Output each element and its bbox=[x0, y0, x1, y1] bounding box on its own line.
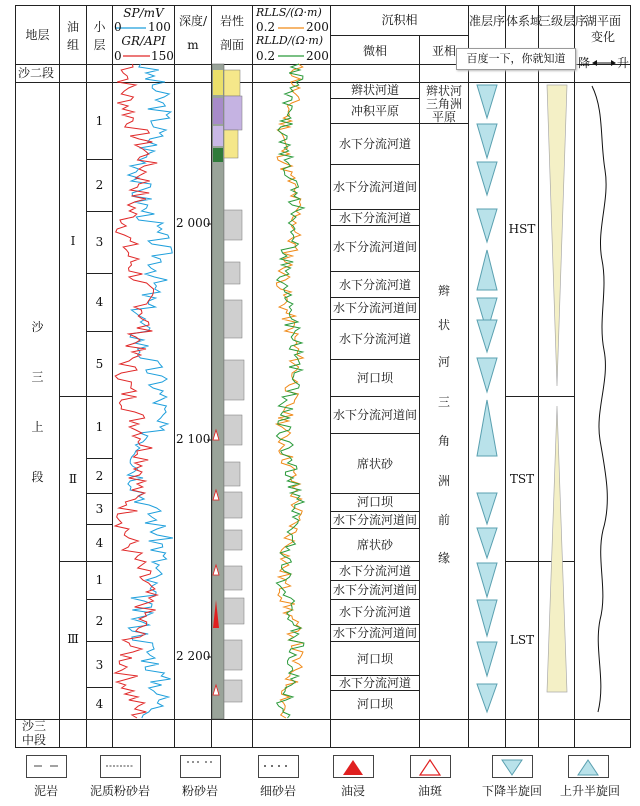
gr-range-min: 0 bbox=[114, 49, 122, 63]
oil-group-header-line2: 组 bbox=[66, 38, 79, 52]
subfacies-main-char: 缘 bbox=[437, 551, 450, 565]
sublayer-label: 4 bbox=[95, 536, 104, 550]
microfacies-cell: 水下分流河道 bbox=[338, 564, 411, 578]
falling-half-cycle-triangle bbox=[477, 600, 497, 636]
sp-range-max: 100 bbox=[148, 20, 171, 34]
legend-label-oil-immersion: 油浸 bbox=[340, 784, 365, 798]
sublayer-label: 5 bbox=[95, 357, 104, 371]
oil-group-3: Ⅲ bbox=[67, 632, 79, 646]
systems-tract-tst: TST bbox=[509, 472, 535, 486]
microfacies-cell: 水下分流河道间 bbox=[332, 513, 417, 527]
sublayer-header-line1: 小 bbox=[93, 20, 106, 34]
legend-label-siltstone: 粉砂岩 bbox=[181, 784, 218, 798]
subfacies-main-char: 辫 bbox=[437, 284, 450, 298]
legend-label-oil-spot: 油斑 bbox=[417, 784, 442, 798]
sublayer-label: 4 bbox=[95, 697, 104, 711]
microfacies-cell: 水下分流河道间 bbox=[332, 240, 417, 254]
rising-half-cycle-triangle bbox=[477, 400, 497, 456]
systems-tract-hst: HST bbox=[508, 222, 536, 236]
rlld-range-max: 200 bbox=[306, 49, 329, 63]
microfacies-cell: 河口坝 bbox=[356, 371, 393, 385]
sp-range-min: 0 bbox=[114, 20, 122, 34]
rising-half-cycle-triangle bbox=[477, 250, 497, 290]
sublayer-label: 2 bbox=[95, 469, 104, 483]
microfacies-cell: 水下分流河道间 bbox=[332, 626, 417, 640]
subfacies-top-line: 平原 bbox=[431, 110, 456, 124]
legend-label-argillaceous-siltstone: 泥质粉砂岩 bbox=[89, 784, 150, 798]
systems-tract-lst: LST bbox=[509, 633, 535, 647]
systems-tract-header: 体系域 bbox=[506, 14, 543, 28]
stratum-bottom-line1: 沙三 bbox=[22, 719, 47, 733]
microfacies-cell: 河口坝 bbox=[356, 652, 393, 666]
microfacies-cell: 河口坝 bbox=[356, 495, 393, 509]
depth-header-line2: m bbox=[187, 38, 199, 52]
legend-label-falling-half-cycle: 下降半旋回 bbox=[481, 784, 542, 798]
subfacies-main-char: 洲 bbox=[437, 474, 450, 488]
rlls-range-min: 0.2 bbox=[256, 20, 276, 34]
stratum-bottom-line2: 中段 bbox=[22, 733, 47, 747]
microfacies-cell: 水下分流河道 bbox=[338, 605, 411, 619]
microfacies-cell: 水下分流河道 bbox=[338, 676, 411, 690]
microfacies-cell: 水下分流河道间 bbox=[332, 180, 417, 194]
falling-half-cycle-triangle bbox=[477, 684, 497, 712]
gr-title: GR/API bbox=[121, 34, 166, 48]
sublayer-label: 2 bbox=[95, 614, 104, 628]
falling-half-cycle-triangle bbox=[477, 85, 497, 118]
microfacies-cell: 水下分流河道间 bbox=[332, 583, 417, 597]
depth-tick-label: 2 100 bbox=[176, 432, 211, 446]
sublayer-label: 3 bbox=[95, 502, 104, 516]
depth-tick-label: 2 200 bbox=[176, 649, 211, 663]
falling-half-cycle-triangle bbox=[477, 358, 497, 392]
subfacies-main-char: 角 bbox=[437, 434, 450, 448]
microfacies-cell: 河口坝 bbox=[356, 697, 393, 711]
sublayer-label: 1 bbox=[95, 420, 104, 434]
falling-half-cycle-triangle bbox=[477, 320, 497, 352]
microfacies-cell: 水下分流河道 bbox=[338, 211, 411, 225]
legend-label-rising-half-cycle: 上升半旋回 bbox=[559, 784, 620, 798]
lake-level-header-line1: 湖平面 bbox=[584, 14, 621, 28]
sublayer-header-line2: 层 bbox=[93, 38, 106, 52]
rlls-range-max: 200 bbox=[306, 20, 329, 34]
subfacies-main-char: 河 bbox=[437, 355, 450, 369]
rlls-title: RLLS/(Ω·m) bbox=[256, 6, 322, 19]
stratum-main-2: 三 bbox=[31, 370, 44, 384]
oil-group-1: Ⅰ bbox=[70, 234, 76, 248]
rlld-range-min: 0.2 bbox=[256, 49, 276, 63]
sublayer-label: 4 bbox=[95, 295, 104, 309]
gr-range-max: 150 bbox=[151, 49, 174, 63]
falling-half-cycle-triangle bbox=[477, 642, 497, 676]
microfacies-cell: 水下分流河道 bbox=[338, 137, 411, 151]
lake-level-header-line2: 变化 bbox=[590, 30, 615, 44]
sublayer-label: 1 bbox=[95, 114, 104, 128]
microfacies-cell: 冲积平原 bbox=[350, 104, 399, 118]
lake-level-fall: 降 bbox=[578, 56, 591, 70]
legend-label-mudstone: 泥岩 bbox=[33, 784, 58, 798]
rlld-title: RLLD/(Ω·m) bbox=[256, 34, 324, 47]
search-tooltip: 百度一下，你就知道 bbox=[456, 48, 576, 70]
falling-half-cycle-triangle bbox=[477, 209, 497, 242]
microfacies-cell: 席状砂 bbox=[356, 457, 393, 471]
subfacies-main-char: 状 bbox=[437, 318, 450, 332]
microfacies-cell: 水下分流河道 bbox=[338, 278, 411, 292]
lithology-header-line1: 岩性 bbox=[219, 14, 244, 28]
microfacies-header: 微相 bbox=[362, 44, 387, 58]
falling-half-cycle-triangle bbox=[477, 124, 497, 158]
third-order-header: 三级层序 bbox=[539, 14, 588, 28]
stratum-top-label: 沙二段 bbox=[18, 66, 55, 80]
falling-half-cycle-triangle bbox=[477, 563, 497, 597]
microfacies-cell: 席状砂 bbox=[356, 538, 393, 552]
sublayer-label: 1 bbox=[95, 573, 104, 587]
falling-half-cycle-triangle bbox=[477, 493, 497, 524]
microfacies-cell: 水下分流河道间 bbox=[332, 301, 417, 315]
sublayer-label: 2 bbox=[95, 178, 104, 192]
subfacies-main-char: 前 bbox=[437, 513, 450, 527]
subfacies-top-line: 辫状河 bbox=[425, 84, 462, 98]
oil-group-2: Ⅱ bbox=[68, 472, 78, 486]
legend-label-fine-sandstone: 细砂岩 bbox=[259, 784, 296, 798]
stratum-main-4: 段 bbox=[31, 470, 44, 484]
depth-tick-label: 2 000 bbox=[176, 216, 211, 230]
subfacies-header: 亚相 bbox=[431, 44, 456, 58]
facies-header: 沉积相 bbox=[381, 13, 418, 27]
parasequence-header: 准层序 bbox=[469, 14, 506, 28]
sp-title: SP/mV bbox=[123, 6, 164, 20]
stratum-header: 地层 bbox=[25, 28, 50, 42]
microfacies-cell: 辫状河道 bbox=[350, 83, 399, 97]
lake-level-rise: 升 bbox=[617, 56, 630, 70]
sublayer-label: 3 bbox=[95, 235, 104, 249]
depth-header-line1: 深度/ bbox=[178, 14, 208, 28]
subfacies-top-line: 三角洲 bbox=[425, 97, 462, 111]
oil-group-header-line1: 油 bbox=[66, 20, 79, 34]
falling-half-cycle-triangle bbox=[477, 528, 497, 558]
microfacies-cell: 水下分流河道间 bbox=[332, 408, 417, 422]
stratum-main-3: 上 bbox=[31, 420, 44, 434]
stratum-main-1: 沙 bbox=[31, 320, 44, 334]
lithology-header-line2: 剖面 bbox=[219, 38, 244, 52]
sublayer-label: 3 bbox=[95, 658, 104, 672]
falling-half-cycle-triangle bbox=[477, 162, 497, 195]
microfacies-cell: 水下分流河道 bbox=[338, 332, 411, 346]
subfacies-main-char: 三 bbox=[437, 395, 450, 409]
